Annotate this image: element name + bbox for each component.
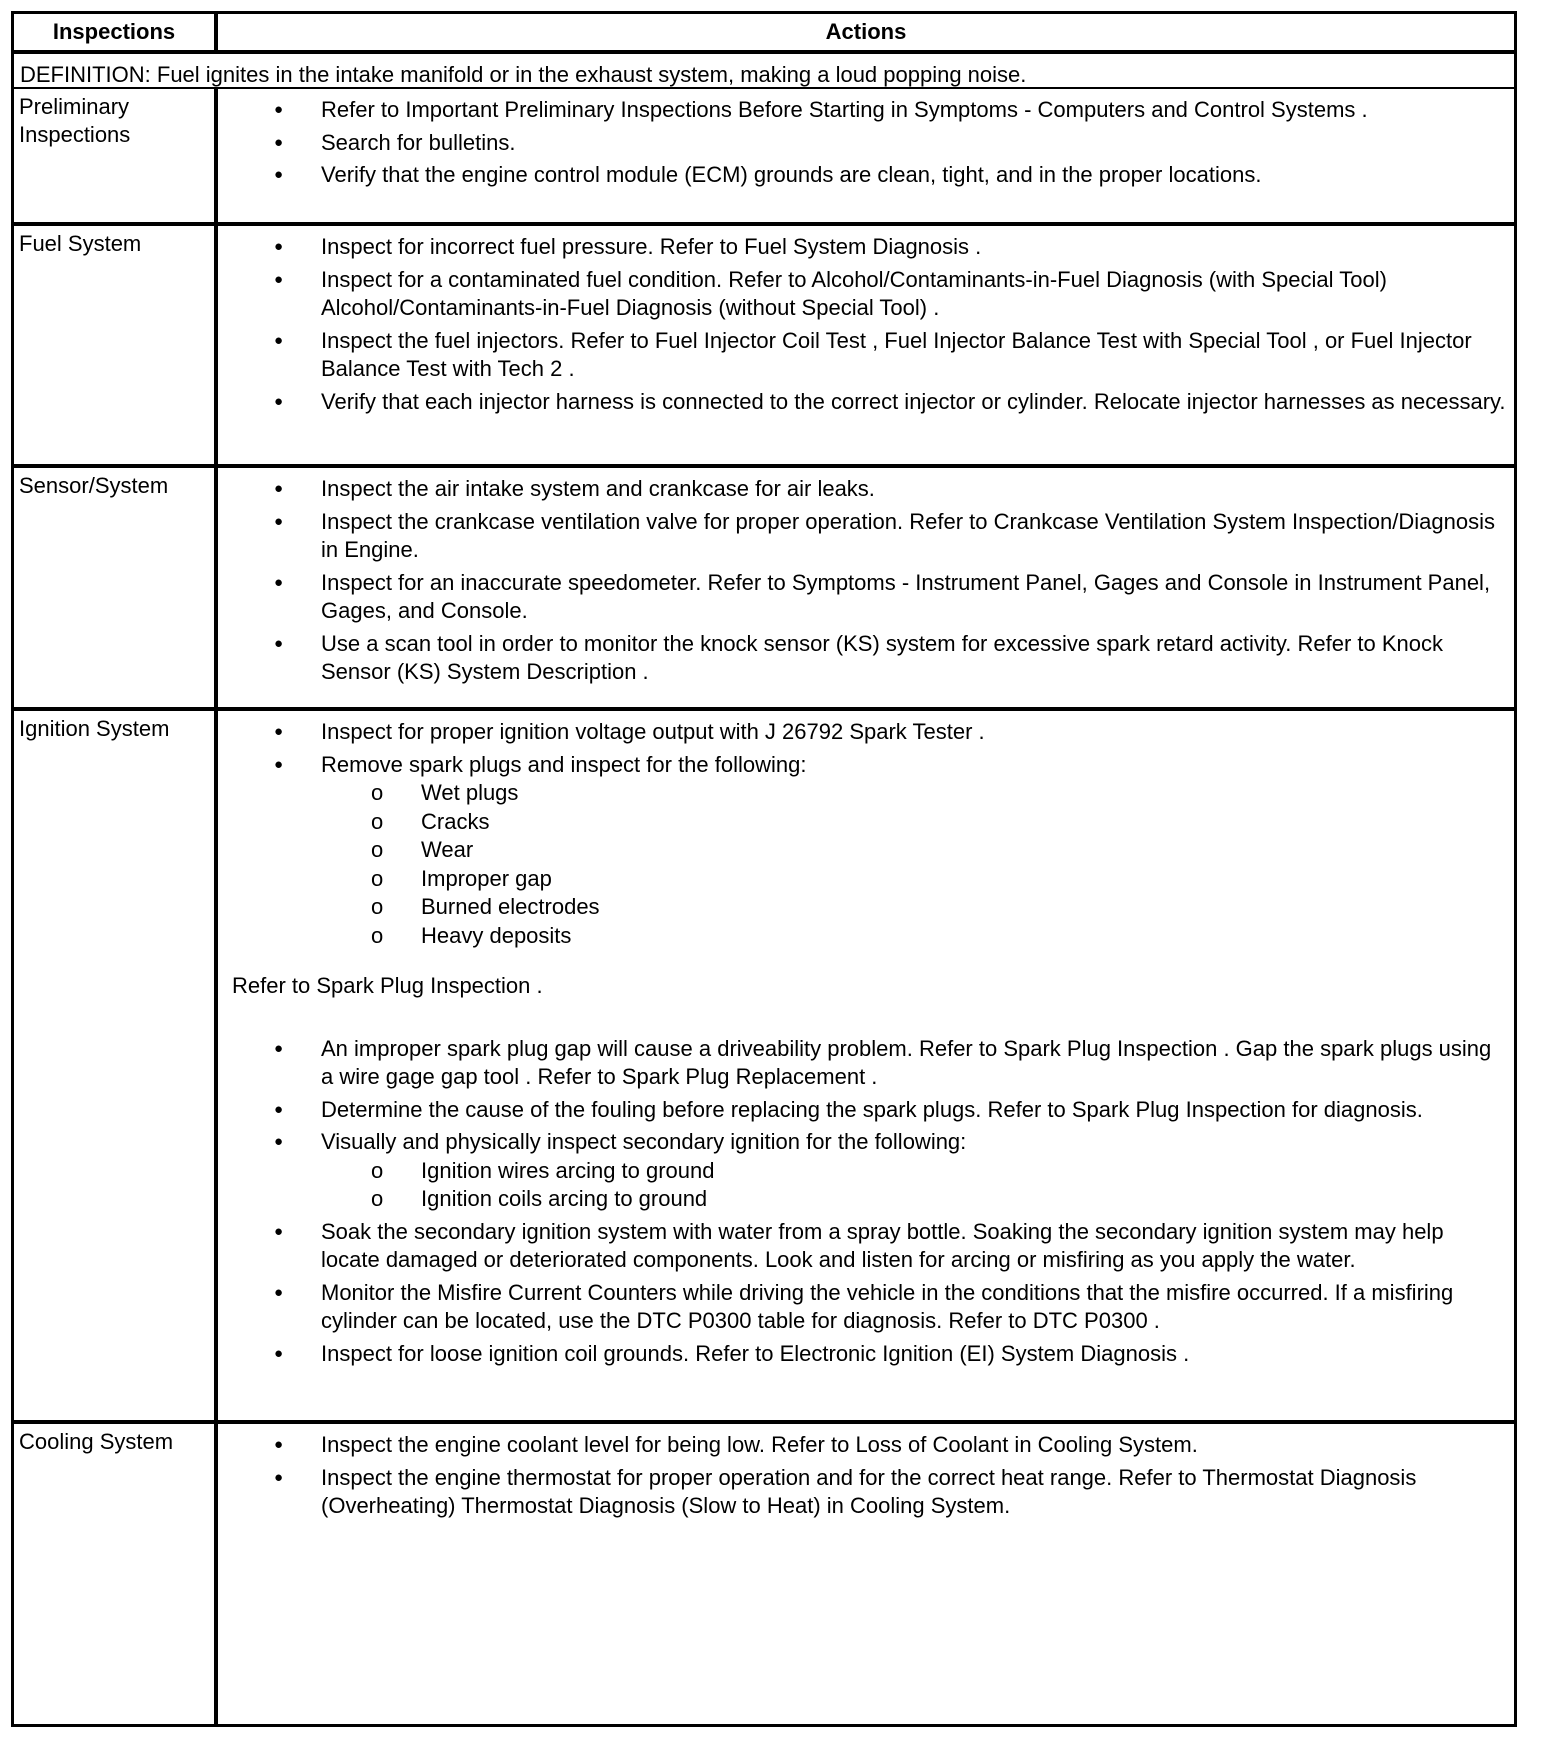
list-item (218, 1128, 1514, 1214)
header-actions: Actions (825, 19, 907, 44)
list-item: ● Inspect the engine coolant level for being low. Refer to Loss of Coolant in Cooling System. (218, 1431, 1514, 1460)
list-item: ● Inspect for an inaccurate speedometer. Refer to Symptoms - Instrument Panel, Gages and Console in Instrument Panel, Gages, and Console. (218, 569, 1514, 626)
list-item: ● Soak the secondary ignition system with water from a spray bottle. Soaking the secondary ignition system may help locate damaged or deteriorated components. Look and listen for arcing or misfiring as you apply the water. (218, 1218, 1514, 1275)
actions-cooling-system (218, 1431, 1514, 1525)
list-item: ● Inspect the fuel injectors. Refer to Fuel Injector Coil Test , Fuel Injector Balance Test with Special Tool , or Fuel Injector Balance Test with Tech 2 . (218, 327, 1514, 384)
list-item: ● Inspect for incorrect fuel pressure. Refer to Fuel System Diagnosis . (218, 233, 1514, 262)
list-item: ● Monitor the Misfire Current Counters while driving the vehicle in the conditions that the misfire occurred. If a misfiring cylinder can be located, use the DTC P0300 table for diagnosis. Refer to DTC P0300 . (218, 1279, 1514, 1336)
actions-preliminary (218, 96, 1514, 194)
label-sensor-system: Sensor/System (19, 473, 169, 498)
sub-list-item: o Cracks (321, 808, 1506, 837)
row-cooling-system (14, 1420, 1514, 1724)
definition-row (14, 50, 1514, 90)
row-ignition-system (14, 707, 1514, 1422)
row-sensor-system (14, 464, 1514, 709)
list-item: ● Refer to Important Preliminary Inspections Before Starting in Symptoms - Computers and Control Systems . (218, 96, 1514, 125)
list-item: ● Inspect for loose ignition coil grounds. Refer to Electronic Ignition (EI) System Diagnosis . (218, 1340, 1514, 1369)
sub-list-item: o Wet plugs (321, 779, 1506, 808)
label-preliminary: Preliminary Inspections (19, 94, 131, 147)
sub-list-item: o Heavy deposits (321, 922, 1506, 951)
header-row (14, 14, 1514, 50)
sub-list-item: o Burned electrodes (321, 893, 1506, 922)
definition-text: DEFINITION: Fuel ignites in the intake manifold or in the exhaust system, making a loud popping noise. (20, 62, 1027, 87)
list-item: ● Inspect the crankcase ventilation valve for proper operation. Refer to Crankcase Ventilation System Inspection/Diagnosis in Engine. (218, 508, 1514, 565)
list-item: ● Verify that each injector harness is connected to the correct injector or cylinder. Relocate injector harnesses as necessary. (218, 388, 1514, 417)
actions-sensor-system (218, 475, 1514, 691)
list-item: ● Search for bulletins. (218, 129, 1514, 158)
actions-ignition-system (218, 718, 1514, 1372)
list-item: ● Inspect for proper ignition voltage output with J 26792 Spark Tester . (218, 718, 1514, 747)
list-item: ● Verify that the engine control module (ECM) grounds are clean, tight, and in the proper locations. (218, 161, 1514, 190)
list-item: ● Inspect the engine thermostat for proper operation and for the correct heat range. Refer to Thermostat Diagnosis (Overheating) Thermostat Diagnosis (Slow to Heat) in Cooling System. (218, 1464, 1514, 1521)
list-item: ● Inspect the air intake system and crankcase for air leaks. (218, 475, 1514, 504)
sub-list-item: o Wear (321, 836, 1506, 865)
list-item-text: Visually and physically inspect secondary ignition for the following: (321, 1129, 967, 1154)
label-fuel-system: Fuel System (19, 231, 142, 256)
spark-plug-note: Refer to Spark Plug Inspection . (232, 973, 543, 998)
list-item: ● An improper spark plug gap will cause a driveability problem. Refer to Spark Plug Inspection . Gap the spark plugs using a wire gage gap tool . Refer to Spark Plug Replacement . (218, 1035, 1514, 1092)
sub-list-item: o Ignition coils arcing to ground (321, 1185, 1506, 1214)
list-item: ● Determine the cause of the fouling before replacing the spark plugs. Refer to Spark Plug Inspection for diagnosis. (218, 1096, 1514, 1125)
list-item (218, 751, 1514, 951)
list-item-text: Remove spark plugs and inspect for the following: (321, 751, 807, 777)
row-preliminary (14, 87, 1514, 224)
inspection-table (11, 11, 1517, 1727)
label-ignition-system: Ignition System (19, 716, 170, 741)
list-item: ● Inspect for a contaminated fuel condition. Refer to Alcohol/Contaminants-in-Fuel Diagnosis (with Special Tool) Alcohol/Contaminants-in-Fuel Diagnosis (without Special Tool) . (218, 266, 1514, 323)
header-inspections: Inspections (52, 19, 176, 44)
sub-list-item: o Ignition wires arcing to ground (321, 1157, 1506, 1186)
list-item: ● Use a scan tool in order to monitor the knock sensor (KS) system for excessive spark retard activity. Refer to Knock Sensor (KS) System Description . (218, 630, 1514, 687)
sub-list-item: o Improper gap (321, 865, 1506, 894)
actions-fuel-system (218, 233, 1514, 420)
label-cooling-system: Cooling System (19, 1429, 174, 1454)
row-fuel-system (14, 222, 1514, 467)
